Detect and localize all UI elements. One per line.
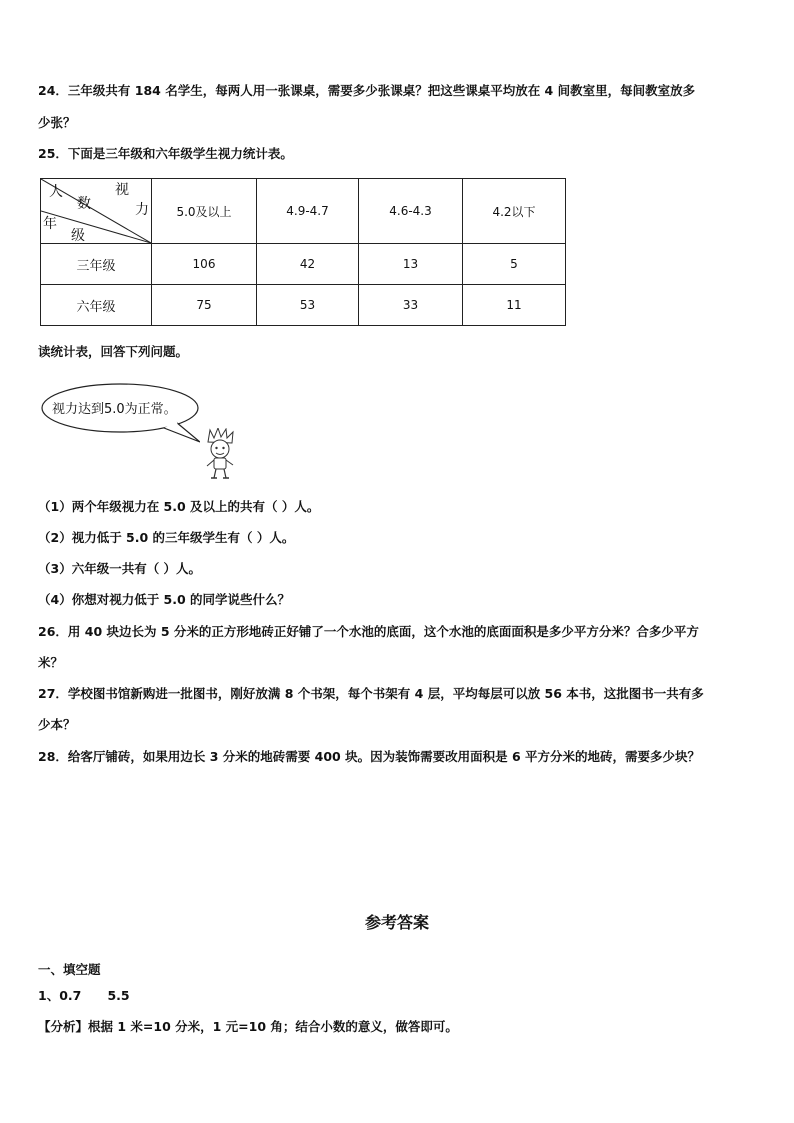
- row-label: 六年级: [41, 285, 152, 326]
- question-27-line2: 少本？: [38, 717, 76, 732]
- header-cell: 5.0及以上: [152, 179, 257, 244]
- corner-label-nian: 年: [43, 216, 57, 232]
- question-25-sub1: （1）两个年级视力在 5.0 及以上的共有（ ）人。: [38, 499, 320, 514]
- table-cell: 11: [463, 285, 566, 326]
- table-row: [41, 285, 566, 326]
- table-cell: 33: [359, 285, 463, 326]
- table-cell: 75: [152, 285, 257, 326]
- question-28-line1: 28．给客厅铺砖，如果用边长 3 分米的地砖需要 400 块。因为装饰需要改用面积是 6 平方分米的地砖，需要多少块？: [38, 749, 700, 764]
- corner-label-shu: 数: [77, 196, 91, 212]
- speech-bubble-text: 视力达到5.0为正常。: [52, 402, 177, 417]
- corner-label-li: 力: [135, 202, 149, 218]
- table-cell: 5: [463, 244, 566, 285]
- question-26-line1: 26．用 40 块边长为 5 分米的正方形地砖正好铺了一个水池的底面，这个水池的底面面积是多少平方分米？合多少平方: [38, 624, 699, 639]
- answer-1: 1、0.7 5.5: [38, 988, 130, 1003]
- answer-section-title: 参考答案: [364, 913, 429, 932]
- table-cell: 53: [257, 285, 359, 326]
- table-corner-cell: [41, 179, 152, 244]
- corner-label-shi: 视: [115, 182, 129, 198]
- header-cell: 4.2以下: [463, 179, 566, 244]
- question-25-sub2: （2）视力低于 5.0 的三年级学生有（ ）人。: [38, 530, 295, 545]
- question-25-sub4: （4）你想对视力低于 5.0 的同学说些什么？: [38, 592, 291, 607]
- table-header-row: [41, 179, 566, 244]
- table-cell: 13: [359, 244, 463, 285]
- corner-label-ji: 级: [71, 228, 85, 244]
- question-25-sub3: （3）六年级一共有（ ）人。: [38, 561, 202, 576]
- vision-statistics-table: [40, 178, 566, 326]
- question-26-line2: 米？: [38, 655, 64, 670]
- header-cell: 4.9-4.7: [257, 179, 359, 244]
- question-24-line2: 少张？: [38, 115, 76, 130]
- answer-section-heading: 一、填空题: [38, 962, 101, 977]
- table-cell: 106: [152, 244, 257, 285]
- answer-1-analysis: 【分析】根据 1 米=10 分米，1 元=10 角；结合小数的意义，做答即可。: [38, 1019, 458, 1034]
- header-cell: 4.6-4.3: [359, 179, 463, 244]
- row-label: 三年级: [41, 244, 152, 285]
- table-row: [41, 244, 566, 285]
- cartoon-mascot-icon: [200, 428, 240, 480]
- question-25-title: 25．下面是三年级和六年级学生视力统计表。: [38, 146, 293, 161]
- corner-label-ren: 人: [49, 184, 63, 200]
- table-instruction: 读统计表，回答下列问题。: [38, 344, 189, 359]
- question-27-line1: 27．学校图书馆新购进一批图书，刚好放满 8 个书架，每个书架有 4 层，平均每层可以放 56 本书，这批图书一共有多: [38, 686, 704, 701]
- table-cell: 42: [257, 244, 359, 285]
- question-24-line1: 24．三年级共有 184 名学生，每两人用一张课桌，需要多少张课桌？把这些课桌平均放在 4 间教室里，每间教室放多: [38, 83, 696, 98]
